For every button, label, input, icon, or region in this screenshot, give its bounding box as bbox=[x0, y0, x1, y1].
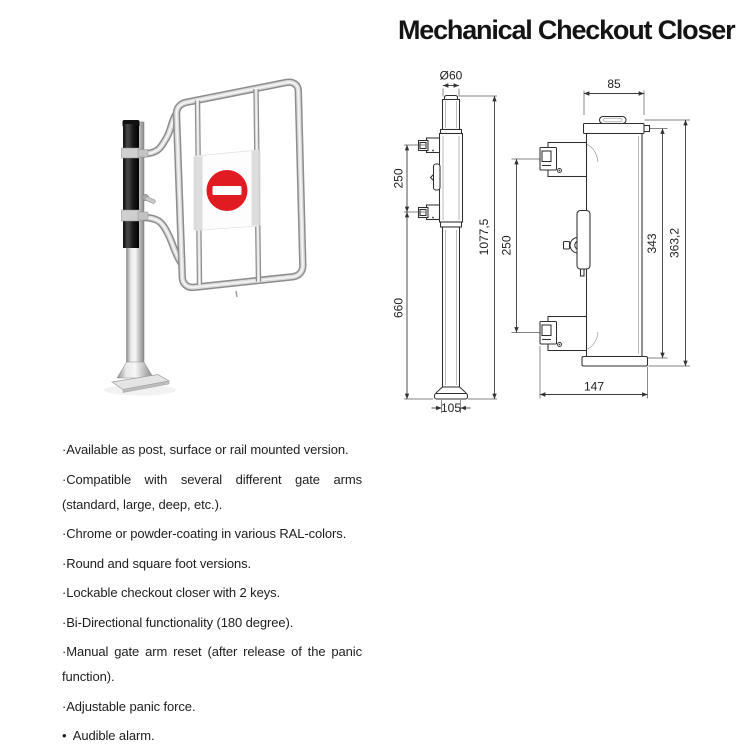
upper-clamp bbox=[122, 148, 141, 158]
feature-item: ·Adjustable panic force. bbox=[62, 698, 196, 714]
dim-closer-body-height: 343 bbox=[645, 233, 659, 254]
dim-closer-total-height: 363,2 bbox=[667, 227, 682, 259]
feature-item: ·Round and square foot versions. bbox=[62, 555, 252, 571]
lower-clamp bbox=[122, 210, 141, 221]
sign-clip-left bbox=[194, 157, 203, 231]
dim-post-bracket-spacing: 250 bbox=[391, 168, 406, 189]
dim-closer-total-width: 147 bbox=[583, 379, 605, 394]
dim-post-diameter: Ø60 bbox=[439, 68, 463, 83]
sign-clip-right bbox=[252, 151, 261, 226]
feature-item: • Audible alarm. bbox=[62, 728, 155, 743]
key bbox=[144, 196, 156, 204]
feature-item: ·Chrome or powder-coating in various RAL-colors. bbox=[62, 526, 347, 541]
feature-item: ·Available as post, surface or rail mounted version. bbox=[62, 442, 349, 457]
feature-item: ·Lockable checkout closer with 2 keys. bbox=[62, 585, 281, 600]
product-photo bbox=[104, 82, 303, 395]
feature-item: ·Manual gate arm reset (after release of the panic function). bbox=[62, 644, 366, 684]
dim-post-total-height: 1077,5 bbox=[477, 218, 491, 256]
drawing-closer-side-view bbox=[500, 77, 691, 399]
feature-item: ·Compatible with several different gate arms (standard, large, deep, etc.). bbox=[62, 471, 366, 512]
post-foot bbox=[117, 362, 154, 378]
latch-pin bbox=[236, 291, 237, 297]
closer-mechanism bbox=[122, 120, 157, 248]
drawing-post-front-view bbox=[392, 69, 498, 416]
no-entry-bar bbox=[213, 186, 242, 195]
dim-closer-bracket-spacing: 250 bbox=[499, 235, 514, 256]
feature-list bbox=[62, 437, 366, 750]
dim-pole-height: 660 bbox=[391, 297, 406, 319]
no-entry-sign bbox=[194, 150, 261, 231]
page-title: Mechanical Checkout Closer bbox=[398, 15, 735, 45]
feature-item: ·Bi-Directional functionality (180 degree). bbox=[62, 614, 294, 630]
dim-closer-top-width: 85 bbox=[607, 77, 621, 91]
dim-base-width: 105 bbox=[440, 401, 462, 415]
mounting-post bbox=[112, 122, 169, 393]
